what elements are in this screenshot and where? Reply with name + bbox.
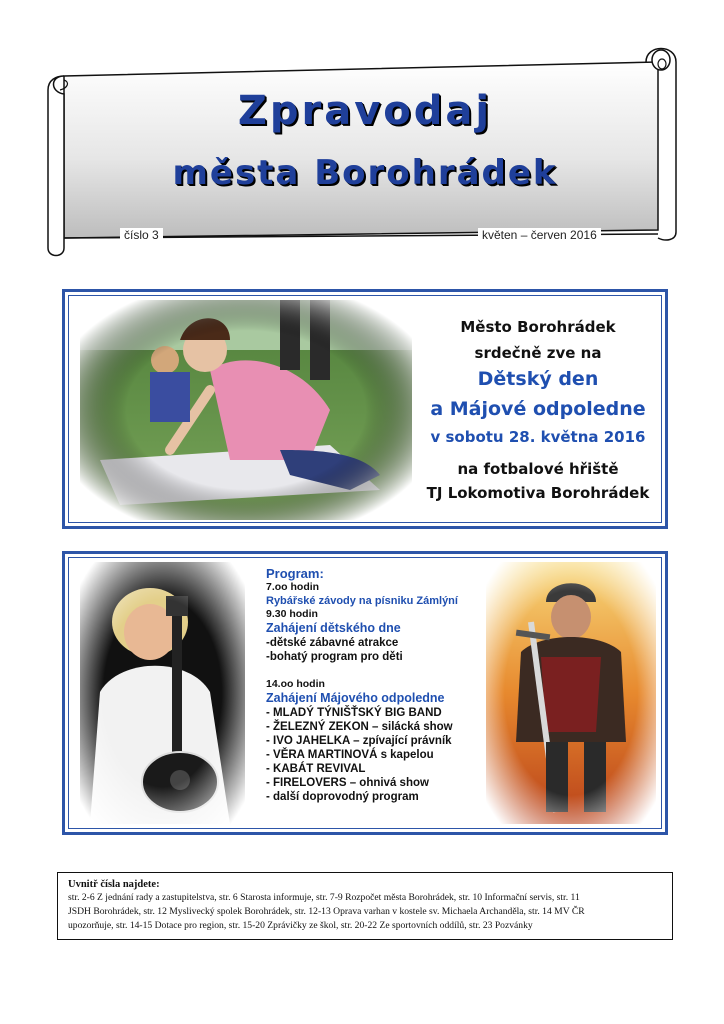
children-drawing-photo <box>80 300 412 520</box>
program-item: -dětské zábavné atrakce <box>266 637 399 649</box>
program-item: - MLADÝ TÝNIŠŤSKÝ BIG BAND <box>266 707 442 719</box>
invitation-place-line1: na fotbalové hřiště <box>457 460 619 478</box>
program-list <box>266 566 486 804</box>
program-event-fishing: Rybářské závody na písniku Zámlýní <box>266 595 458 607</box>
program-item: -bohatý program pro děti <box>266 651 403 663</box>
contents-heading: Uvnitř čísla najdete: <box>68 879 160 890</box>
contents-line: str. 2-6 Z jednání rady a zastupitelstva, str. 6 Starosta informuje, str. 7-9 Rozpočet města Borohrádek, str. 10 Informační servis, str. 11 <box>68 892 580 903</box>
issue-contents-box <box>57 872 673 940</box>
children-photo-illustration <box>80 300 412 520</box>
contents-line: JSDH Borohrádek, str. 12 Myslivecký spolek Borohrádek, str. 12-13 Oprava varhan v kostele sv. Michaela Archanděla, str. 14 MV ČR <box>68 906 585 917</box>
invitation-host: Město Borohrádek <box>460 318 616 336</box>
strongman-warrior-photo <box>486 562 656 824</box>
invitation-event-childrens-day: Dětský den <box>477 368 599 390</box>
program-item: - ŽELEZNÝ ZEKON – silácká show <box>266 721 453 733</box>
warrior-photo-illustration <box>486 562 656 824</box>
invitation-intro: srdečně zve na <box>474 344 602 362</box>
invitation-date: v sobotu 28. května 2016 <box>430 428 646 446</box>
issue-number: číslo 3 <box>120 228 163 242</box>
program-time-3: 14.oo hodin <box>266 678 325 690</box>
invitation-place-line2: TJ Lokomotiva Borohrádek <box>426 484 650 502</box>
program-heading: Program: <box>266 566 324 581</box>
program-item: - VĚRA MARTINOVÁ s kapelou <box>266 749 434 761</box>
contents-line: upozorňuje, str. 14-15 Dotace pro region, str. 15-20 Zprávičky ze škol, str. 20-22 Ze sportovních oddílů, str. 23 Pozvánky <box>68 920 533 931</box>
program-item: - KABÁT REVIVAL <box>266 763 366 775</box>
program-time-2: 9.30 hodin <box>266 608 318 620</box>
newsletter-title-line1: Zpravodaj <box>237 88 493 134</box>
invitation-text <box>420 318 656 518</box>
singer-with-guitar-photo <box>80 562 245 824</box>
program-section-may-afternoon: Zahájení Májového odpoledne <box>266 691 445 705</box>
program-item: - FIRELOVERS – ohnivá show <box>266 777 429 789</box>
invitation-event-may-afternoon: a Májové odpoledne <box>430 398 646 420</box>
singer-photo-illustration <box>80 562 245 824</box>
program-time-1: 7.oo hodin <box>266 581 320 593</box>
program-item: - další doprovodný program <box>266 791 419 803</box>
issue-date: květen – červen 2016 <box>478 228 601 242</box>
program-section-childrens-day: Zahájení dětského dne <box>266 621 401 635</box>
program-item: - IVO JAHELKA – zpívající právník <box>266 735 452 747</box>
newsletter-title-line2: města Borohrádek <box>172 153 558 193</box>
program-spacer <box>266 664 486 678</box>
